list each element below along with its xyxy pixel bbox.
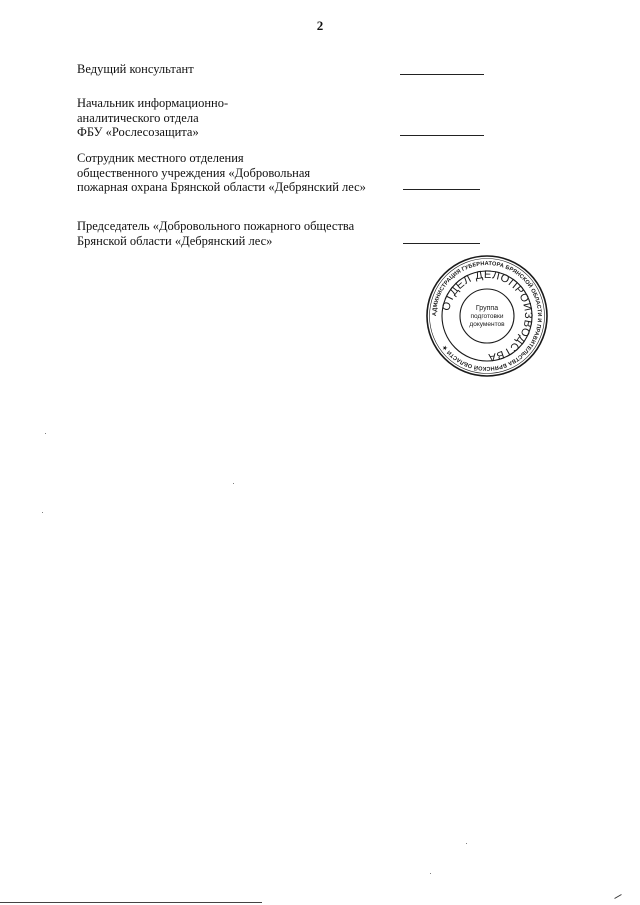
stamp-center-line-1: Группа [475, 305, 499, 312]
round-stamp [425, 254, 549, 378]
page-number: 2 [316, 18, 324, 33]
signatory-title-line: Брянской области «Дебрянский лес» [77, 233, 273, 248]
signatory-title-line: Председатель «Добровольного пожарного общества [77, 219, 355, 233]
scan-speck [430, 873, 431, 874]
signature-line [403, 243, 480, 244]
signature-line [403, 189, 480, 190]
signatory-title-line: ФБУ «Рослесозащита» [77, 125, 199, 139]
signatory-title-line: аналитического отдела [77, 110, 199, 125]
signature-line [400, 74, 484, 75]
signatory-title-line: пожарная охрана Брянской области «Дебрянский лес» [77, 180, 366, 194]
signatory-title-line: общественного учреждения «Добровольная [77, 165, 311, 180]
stamp-center-line-2: подготовки [470, 313, 504, 320]
signatory-title-volunteer-fire-employee [77, 151, 366, 195]
stamp-outer-text: АДМИНИСТРАЦИЯ ГУБЕРНАТОРА БРЯНСКОЙ ОБЛАСТИ И ПРАВИТЕЛЬСТВА БРЯНСКОЙ ОБЛАСТИ ★ [431, 260, 543, 372]
signatory-title-fire-society-chairman [77, 219, 354, 248]
scan-edge-line [0, 902, 262, 903]
scan-corner-mark [614, 894, 621, 899]
stamp-center-line-3: документов [469, 321, 505, 328]
signature-line [400, 135, 484, 136]
scan-speck [45, 433, 46, 434]
signatory-title-info-department-head [77, 96, 228, 140]
stamp-inner-text: ОТДЕЛ ДЕЛОПРОИЗВОДСТВА [440, 268, 535, 364]
signatory-title-lead-consultant [77, 62, 194, 77]
scan-speck [233, 483, 234, 484]
scan-speck [466, 843, 467, 844]
signatory-title-line: Ведущий консультант [77, 62, 194, 76]
signatory-title-line: Начальник информационно- [77, 96, 229, 110]
scan-speck [42, 512, 43, 513]
signatory-title-line: Сотрудник местного отделения [77, 151, 244, 165]
